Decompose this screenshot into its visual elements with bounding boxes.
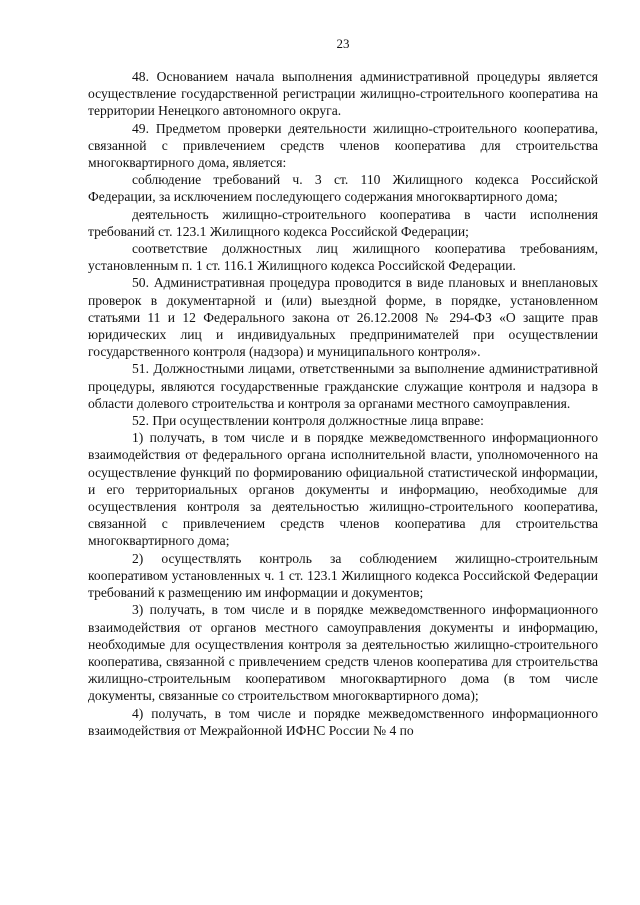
paragraph-52-item-2: 2) осуществлять контроль за соблюдением жилищно-строительным кооперативом установленных ч. 1 ст. 123.1 Жилищного кодекса Российской Федерации требований к размещению им информации и документов; <box>88 550 598 601</box>
paragraph-52-item-4: 4) получать, в том числе и порядке межведомственного информационного взаимодействия от Межрайонной ИФНС России № 4 по <box>88 705 598 738</box>
paragraph-49-item-1: соблюдение требований ч. 3 ст. 110 Жилищного кодекса Российской Федерации, за исключением последующего содержания многоквартирного дома; <box>88 172 598 205</box>
paragraph-51: 51. Должностными лицами, ответственными за выполнение административной процедуры, являются государственные гражданские служащие контроля и надзора в области долевого строительства и контроля за органами местного самоуправления. <box>88 361 598 411</box>
paragraph-52-item-3: 3) получать, в том числе и в порядке межведомственного информационного взаимодействия от органов местного самоуправления документы и информацию, необходимые для осуществления контроля за деятельностью жилищно-строительного кооператива, связанной с привлечением средств членов кооператива для строительства жилищно-строительным кооперативом многоквартирного дома (в том числе документы, связанные со строительством многоквартирного дома); <box>88 602 598 704</box>
paragraph-50: 50. Административная процедура проводится в виде плановых и внеплановых проверок в документарной и (или) выездной форме, в порядке, установленном статьями 11 и 12 Федерального закона от 26.12.2008 № 294-ФЗ «О защите прав юридических лиц и индивидуальных предпринимателей при осуществлении государственного контроля (надзора) и муниципального контроля». <box>88 275 598 360</box>
paragraph-49: 49. Предметом проверки деятельности жилищно-строительного кооператива, связанной с привлечением средств членов кооператива для строительства многоквартирного дома, является: <box>88 120 598 171</box>
document-body <box>88 68 598 739</box>
paragraph-49-item-2: деятельность жилищно-строительного кооператива в части исполнения требований ст. 123.1 Жилищного кодекса Российской Федерации; <box>88 206 598 239</box>
paragraph-49-item-3: соответствие должностных лиц жилищного кооператива требованиям, установленным п. 1 ст. 116.1 Жилищного кодекса Российской Федерации. <box>88 241 598 274</box>
paragraph-48: 48. Основанием начала выполнения административной процедуры является осуществление государственной регистрации жилищно-строительного кооператива на территории Ненецкого автономного округа. <box>88 69 598 119</box>
paragraph-52-item-1: 1) получать, в том числе и в порядке межведомственного информационного взаимодействия от федерального органа исполнительной власти, уполномоченного на осуществление функций по формированию официальной статистической информации, и его территориальных органов документы и информацию, необходимые для осуществления контроля за деятельностью жилищно-строительного кооператива, связанной с привлечением средств членов кооператива для строительства многоквартирного дома; <box>88 430 598 549</box>
paragraph-52: 52. При осуществлении контроля должностные лица вправе: <box>132 413 484 429</box>
page-number: 23 <box>336 36 350 51</box>
